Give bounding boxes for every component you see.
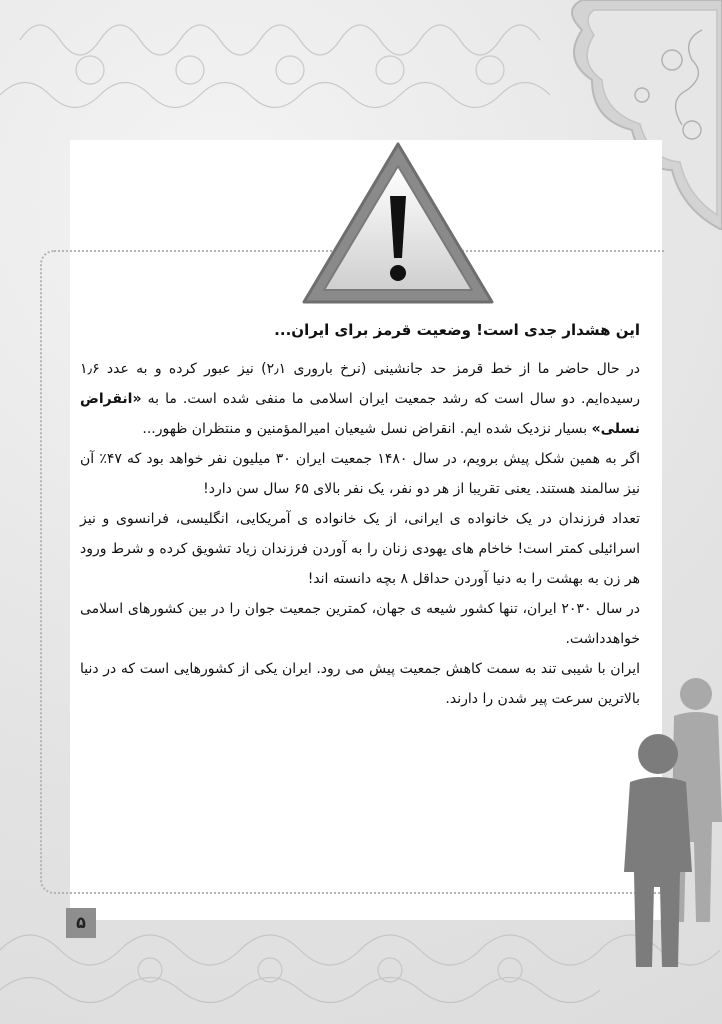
paragraph-red-line xyxy=(80,354,640,444)
people-silhouette-icon xyxy=(616,672,722,972)
paragraph-children-comparison: تعداد فرزندان در یک خانواده ی ایرانی، از یک خانواده ی آمریکایی، انگلیسی، فرانسوی و نیز اسرائیلی کمتر است! خاخام های یهودی زنان را به آوردن فرزندان زیاد تشویق کرده و شرط ورود هر زن به بهشت را به دنیا آوردن حداقل ۸ بچه دانسته اند! xyxy=(80,511,640,587)
paragraph-population-forecast: اگر به همین شکل پیش برویم، در سال ۱۴۸۰ جمعیت ایران ۳۰ میلیون نفر خواهد بود که ۴۷٪ آن نیز سالمند هستند. یعنی تقریبا از هر دو نفر، یک نفر بالای ۶۵ سال سن دارد! xyxy=(80,451,641,497)
generational-extinction-term: «انقراض نسلی» xyxy=(80,391,640,437)
paragraph-2030-youth: در سال ۲۰۳۰ ایران، تنها کشور شیعه ی جهان، کمترین جمعیت جوان را در بین کشورهای اسلامی خواهدداشت. xyxy=(80,601,640,647)
paragraph-aging-speed: ایران با شیبی تند به سمت کاهش جمعیت پیش می رود. ایران یکی از کشورهایی است که در دنیا بالاترین سرعت پیر شدن را دارند. xyxy=(80,661,640,707)
warning-triangle-icon xyxy=(300,140,496,308)
paragraph-red-line-end: بسیار نزدیک شده ایم. انقراض نسل شیعیان امیرالمؤمنین و منتظران ظهور... xyxy=(142,421,592,437)
bottom-ornament-pattern xyxy=(0,890,722,1024)
page-number: ۵ xyxy=(66,908,96,938)
article-text xyxy=(80,318,640,714)
paragraph-red-line-start: در حال حاضر ما از خط قرمز حد جانشینی (نرخ باروری ۲٫۱) نیز عبور کرده و به عدد ۱٫۶ رسیده‌ایم. دو سال است که رشد جمعیت ایران اسلامی ما منفی شده است. ما به xyxy=(80,361,640,407)
article-heading: این هشدار جدی است! وضعیت قرمز برای ایران... xyxy=(274,321,640,339)
